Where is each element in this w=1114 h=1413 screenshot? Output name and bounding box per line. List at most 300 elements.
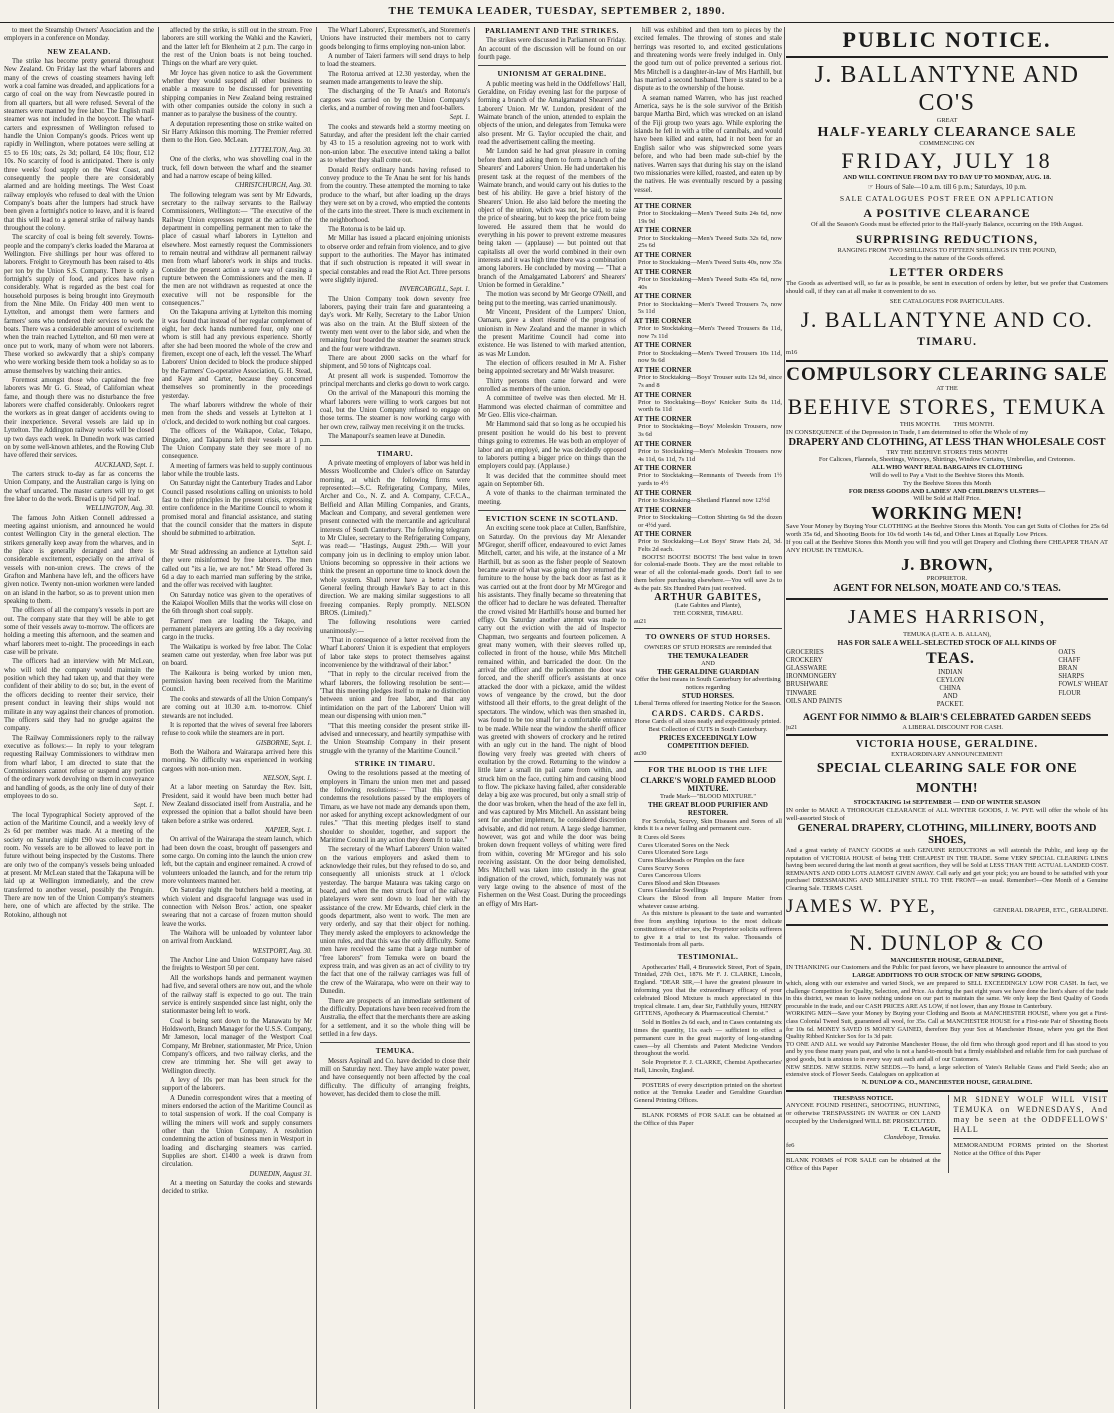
ad-text: which, along with our extensive and varied Stock, we are prepared to SELL EXCEEDINGLY LOW FOR CASH. In fact, we challenge Competition for Quality, Selection, and Price. As during the past eight years we have done the lion's share of the trade in this district, we mean to leave nothing undone on our part to maintain the same. We only keep the Best Quality of Goods procurable in the trade, and our CASH PRICES ARE AS LOW, if not lower, than any House in Canterbury. <box>786 980 1108 1010</box>
ad-text: MR SIDNEY WOLF WILL VISIT TEMUKA on WEDNESDAYS, And may be seen at the ODDFELLOWS' HALL <box>953 1094 1108 1134</box>
article-paragraph: Mr Stead addressing an audience at Lyttelton said they were misinformed by free laborers. The men called out "its a lie, we are not." Mr Stead offered 3s 6d a day to each married man suffering by the strike, and the offer was received with laughter. <box>162 548 312 590</box>
beehive-stores-heading: BEEHIVE STORES, TEMUKA <box>787 393 1107 419</box>
goods-item: FLOUR <box>1058 689 1081 697</box>
ad-text: THIS MONTH. THIS MONTH. <box>899 420 995 428</box>
article-paragraph: The cooks and stewards held a stormy meeting on Saturday, and after the president left the chair carried by 43 to 15 a resolution agreeing not to work with non-union labor. The executive intend taking a ballot as to whether they shall come out. <box>320 123 470 165</box>
ad-text: N. DUNLOP & CO., MANCHESTER HOUSE, GERALDINE. <box>861 1078 1033 1086</box>
ad-text: According to the nature of the Goods offered. <box>888 254 1006 262</box>
article-paragraph: On Saturday night the butchers held a meeting, at which violent and disgraceful language was used in connection with Nelson Bros.' action, one speaker swearing that not a carcase of frozen mutton should leave the works. <box>162 887 312 928</box>
cures-list <box>634 834 782 910</box>
divider <box>634 198 782 199</box>
article-paragraph: The Railway Commissioners reply to the railway executive as follows:— In reply to your telegram requesting Railway Commissioners to withdraw men from wharf labor, I am directed to state that the Commissioners cannot refuse or suspend any portion of the ordinary work devolving on them in conveyance and handling of goods, as the only line of duty of their employees to do so. <box>4 734 154 800</box>
dateline: NAPIER, Sept. 1. <box>264 826 312 834</box>
ad-subheading: SURPRISING REDUCTIONS, <box>855 231 1039 246</box>
article-paragraph: The officers had an interview with Mr McLean, who will told the company would maintain the position which they had taken up, and that they were confident of their ability to do so; but, in the event of the officers deciding to reenter their service, their present conduct in leaving their ships would not militate in any way against their chances of promotion. The officers said they had no grudge against the company. <box>4 658 154 733</box>
cure-item: Cures Glandular Swellings <box>638 887 709 895</box>
ad-trademark: Trade Mark—"BLOOD MIXTURE." <box>659 793 757 801</box>
ad-subheading: DRAPERY AND CLOTHING, AT LESS THAN WHOLESALE COST <box>788 436 1106 448</box>
column-rule <box>316 27 317 1409</box>
ad-subheading: AGENT FOR NIMMO & BLAIR'S CELEBRATED GARDEN SEEDS <box>802 712 1092 723</box>
ballantyne-name: J. BALLANTYNE AND CO. <box>800 307 1094 333</box>
ad-place: TIMARU. <box>917 334 977 349</box>
ad-footer <box>786 724 1108 732</box>
article-paragraph: Farmers' men are loading the Tekapo, and permanent platelayers are getting 10s a day receiving cargo in the trucks. <box>162 617 312 642</box>
article-paragraph: There are prospects of an immediate settlement of the difficulty. Deputations have been received from the Australia, the effect that the merchants there are asking for a settlement, and it so the whole thing will be settled in a few days. <box>320 997 470 1038</box>
ad-text: ALL WHO WANT REAL BARGAINS IN CLOTHING <box>871 464 1023 472</box>
column-rule <box>158 27 159 1409</box>
dunlop-name: N. DUNLOP & CO <box>849 929 1045 955</box>
corner-heading: AT THE CORNER <box>634 226 692 235</box>
article-paragraph: The secretary of the Wharf Laborers' Union waited on the various employers and asked them to acknowledge their rules, but they refused to do so, and consequently all unionists struck at 1 o'clock yesterday. The barque Mataura was taking cargo on board, and when the men struck four of the railway platelayers were sent down to load her with the assistance of the crew. Mr Edwards, chief clerk in the goods department, also went to work. The men are very orderly, and say that their object for nothing. They merely asked the employers to acknowledge the union rules, and that this was the only difficulty. Some men have received the same that a large number of "free laborers" from Temuka were on board the express train, and was given as an act of civility to try the fact that one of the railway carriages was full of the crew of the Wairarapa, who were on their way to Dunedin. <box>320 846 470 996</box>
ad-body: Offer the best means in South Canterbury for advertising notices regarding <box>635 676 781 691</box>
ad-paper-name: THE TEMUKA LEADER <box>667 651 749 660</box>
article-paragraph: The strike has become pretty general throughout New Zealand. On Friday last the wharf laborers and many of the crews of coasting steamers having left work a coal famine was dreaded, and applications for a cargo of coal on the way from Newcastle poured in from all quarters, but all were refused. Several of the steamers were manned by free labor. The English mail steamer was not included in the boycott. The wharf-carters and expressmen of Wellington refused to handle the Union Company's goods. Prices went up rapidly in Wellington, where potatoes were selling at £5 to £6 10s; oats, 2s 3d; pollard, £4 10s; flour, £12 10s. No scarcity of food is anticipated. There is only three weeks' food supply on the West Coast, and consequently the people there are considerably alarmed and are holding meetings. The West Coast railway employés who refused to deal with the Union Company's boats after the lumpers had struck have been given a fortnight's notice to leave, and it is feared that this will lead to a general strike of railway hands throughout the colony. <box>4 58 154 232</box>
corner-heading: AT THE CORNER <box>634 292 692 301</box>
ad-subheading: PRICES EXCEEDINGLY LOW COMPETITION DEFIED. <box>659 733 757 751</box>
divider <box>786 598 1108 600</box>
corner-price-item: Prior to Stocktaking—Men's Tweed Suits 45s 6d, now 40s <box>638 276 782 291</box>
pye-signature <box>786 893 1108 921</box>
column-rule <box>474 27 475 1409</box>
ad-text: TEMUKA (LATE A. B. ALLAN), <box>903 630 991 638</box>
ad-heading: TO OWNERS OF STUD HORSES. <box>645 632 771 642</box>
ad-text: AND WILL CONTINUE FROM DAY TO DAY UP TO MONDAY, AUG. 18. <box>843 173 1051 181</box>
working-men-heading: WORKING MEN! <box>871 503 1023 524</box>
article-paragraph: A number of Taieri farmers will send drays to help to load the steamers. <box>320 53 470 69</box>
goods-item: OILS AND PAINTS <box>786 697 843 705</box>
ad-text: LARGE ADDITIONS TO OUR STOCK OF NEW SPRING GOODS, <box>852 972 1042 980</box>
cure-item: Cures Ulcerated Sores on the Neck <box>638 841 730 849</box>
bottom-ads <box>786 1095 1108 1174</box>
divider <box>786 1090 1108 1092</box>
corner-price-item: Prior to Stocktaking—Remnants of Tweeds from 1½ yards to 4½ <box>638 472 782 488</box>
corner-price-item: Prior to Stocktaking—Men's Tweed Trousers 10s 11d, now 9s 6d <box>638 349 782 365</box>
ad-name: J. BROWN, <box>901 555 993 575</box>
dateline: WESTPORT, Aug. 30. <box>252 947 312 955</box>
corner-price-item: Prior to Stocktaking—Men's Tweed Suits 24s 6d, now 19s 9d <box>638 210 782 225</box>
article-paragraph: "That in consequence of a letter received from the Wharf Laborers' Union it is expedient that employers of labor take steps to protect themselves against inconvenience by the withdrawal of their labor." <box>320 637 470 670</box>
ad-body: BOOTS! BOOTS! BOOTS! The best value in town for colonial-made Boots. They are the most reliable to wear of all the colonial-made goods. Don't fail to see them before purchasing elsewhere.—You will save 2s to 4s the pair. Six Hundred Pairs just received. <box>634 553 782 592</box>
dateline: GISBORNE, Sept. 1. <box>255 739 312 747</box>
dateline: INVERCARGILL, Sept. 1. <box>399 286 470 294</box>
divider <box>478 65 626 66</box>
article-paragraph: A levy of 10s per man has been struck for the support of the laborers. <box>162 1076 312 1093</box>
column-rule <box>630 27 631 1409</box>
compulsory-sale-heading: COMPULSORY CLEARING SALE <box>786 363 1108 385</box>
goods-item: TINWARE <box>786 689 817 697</box>
ad-text: RANGING FROM TWO SHILLINGS TO FIFTEEN SHILLINGS IN THE POUND, <box>837 246 1057 254</box>
teas-heading: TEAS. <box>926 649 975 667</box>
heading-timaru: TIMARU. <box>376 448 414 458</box>
corner-price-item: Prior to Stocktaking—Boys' Trouser suits 12s 9d, since 7s and 8 <box>638 374 782 389</box>
article-paragraph: On the arrival of the Manapouri this morning the wharf laborers were willing to work cargoes but not coal, but the Union Company refused to engage on those terms. The steamer is now working cargo with her own crew, railway men receiving it on the trucks. <box>320 390 470 431</box>
article-paragraph: On Saturday night the Canterbury Trades and Labor Council passed resolutions calling on unionists to hold fast to their principles in the present crisis, expressing entire confidence in the Maritime Council to whom it promised moral and financial assistance, and stating that the council consider that the matters in dispute should be submitted to arbitration. <box>162 480 312 538</box>
corner-price-item: Prior to Stocktaking—Lot Boys' Straw Hats 2d, 3d. Felts 2d each. <box>638 538 782 554</box>
article-paragraph: On arrival of the Wairarapa the steam launch, which had been down the coast, brought off passengers and some cargo. On coming into the launch the union crew left, but the captain and engineer remained. A crowd of volunteers unloaded the launch, and for the return trip more volunteers manned her. <box>162 836 312 886</box>
corner-price-item: Prior to Stocktaking—Cotton Shirting 6s 9d the dozen or 4½d yard. <box>638 513 782 529</box>
ad-subheading: CARDS. CARDS. CARDS. <box>651 708 765 718</box>
dateline: Sept. 1. <box>133 802 154 810</box>
corner-price-item: Prior to Stocktaking—Men's Tweed Suits 40s, now 35s <box>638 259 782 267</box>
special-sale-heading: SPECIAL CLEARING SALE FOR ONE MONTH! <box>816 761 1078 797</box>
corner-heading: AT THE CORNER <box>634 530 692 539</box>
article-paragraph: A Dunedin correspondent wires that a meeting of miners endorsed the action of the Maritime Council as to total suspension of work. If the coal Company is willing the miners will work and supply consumers other than the Union Company. A resolution condemning the action of business men in Westport in loading and discharging steamers was carried. Supplies are short. £1400 a week is drawn from circulation. <box>162 1094 312 1169</box>
ad-subheading: AGENT FOR NELSON, MOATE AND CO.'S TEAS. <box>833 582 1061 594</box>
ad-code: ju21 <box>786 723 798 731</box>
corner-heading: AT THE CORNER <box>634 341 692 350</box>
divider <box>786 924 1108 926</box>
article-paragraph: At a labor meeting on Saturday the Rev. Isitt, President, said it would have been much better had New Zealand dissociated itself from Australia, and he expressed the opinion that a ballot should have been taken before a strike was ordered. <box>162 784 312 825</box>
ad-body: OWNERS OF STUD HORSES are reminded that <box>644 643 772 651</box>
article-paragraph: The cooks and stewards of all the Union Company's are coming out at 10.30 a.m. to-morrow. Chief stewards are not included. <box>162 695 312 720</box>
ad-place: THE CORNER, TIMARU. <box>673 609 743 617</box>
dateline: LYTTELTON, Aug. 30. <box>250 146 312 154</box>
article-paragraph: "That in reply to the circular received from the wharf laborers, the following resolution be sent:— 'That this meeting pledges itself to make no distinction between union and free labor, and that any intimidation on the part of the Laborers' Union will mean our dispensing with union men.'" <box>320 671 470 721</box>
divider <box>786 360 1108 362</box>
ad-name: JAMES W. PYE, <box>786 895 937 917</box>
article-paragraph: The Waihora will be unloaded by volunteer labor on arrival from Auckland. <box>162 930 312 946</box>
ad-text: ANYONE FOUND FISHING, SHOOTING, HUNTING, or otherwise TRESPASSING IN WATER or ON LAND occupied by the Undersigned WILL BE PROSECUTED. <box>786 1102 941 1126</box>
article-paragraph: The strikes were discussed in Parliament on Friday. An account of the discussion will be found on our fourth page. <box>478 37 626 62</box>
ad-body: Best Collection of CUTS in South Canterbury. <box>648 725 768 733</box>
goods-item: SHARPS <box>1058 673 1085 681</box>
divider <box>320 1042 470 1043</box>
column-rule <box>784 27 785 1409</box>
article-paragraph: The Union Company took down seventy free laborers, paying their train fare and guaranteeing a day's work. Mr Kelly, Secretary to the Labor Union was also on the train. At the Bluff sixteen of the twenty men went over to the labor side, and when the remaining four boarded the steamer the seamen struck and the four were withdrawn. <box>320 295 470 353</box>
teas-kinds <box>926 669 974 710</box>
cure-item: Clears the Blood from all Impure Matter from whatever cause arising. <box>638 895 782 910</box>
article-paragraph: The Rotorua arrived at 12.30 yesterday, when the seamen made arrangements to leave the ship. <box>320 70 470 87</box>
corner-price-item: Prior to Stocktaking—Boys' Moleskin Trousers, now 3s 6d <box>638 423 782 438</box>
article-paragraph: The wharf laborers withdrew the whole of their men from the sheds and vessels at Lyttelton at 1 o'clock, and decided to work nothing but coal cargoes. <box>162 402 312 426</box>
ad-place: Clandeboye, Temuka. <box>883 1134 941 1142</box>
article-paragraph: At a meeting on Saturday the cooks and stewards decided to strike. <box>162 1180 312 1196</box>
ad-code: fe6 <box>786 1142 795 1150</box>
tea-kind: AND <box>942 693 958 701</box>
article-paragraph: The Anchor Line and Union Company have raised the freights to Westport 50 per cent. <box>162 957 312 973</box>
ad-text: IN order to MAKE A THOROUGH CLEARANCE of ALL WINTER GOODS, J. W. PYE will offer the whole of his well-assorted Stock of <box>786 806 1108 822</box>
corner-heading: AT THE CORNER <box>634 390 692 399</box>
heading-new-zealand: NEW ZEALAND. <box>47 46 111 56</box>
article-paragraph: The Rotorua is to be laid up. <box>328 225 406 233</box>
corner-price-item: Prior to Stocktaking—Boys' Knicker Suits 8s 11d, worth 6s 11d <box>638 398 782 414</box>
article-paragraph: The Manapouri's seamen leave at Dunedin. <box>328 433 446 441</box>
ad-body: As this mixture is pleasant to the taste and warranted free from anything injurious to the most delicate constitutions of either sex, the Proprietor solicits sufferers to give it a trial to test its value. Thousands of Testimonials from all parts. <box>634 910 782 949</box>
article-paragraph: The Wharf Laborers', Expressmen's, and Storemen's Unions have instructed their members not to carry goods belonging to firms employing non-union labor. <box>320 27 470 51</box>
heading-eviction-scene: EVICTION SCENE IN SCOTLAND. <box>485 513 619 523</box>
article-paragraph: The carters struck to-day as far as concerns the Union Company, and the Australian cargo is lying on the wharf uncarted. The master carters will try to get free labor to do the work. Bread is up ½d per loaf. <box>4 470 154 503</box>
ad-code: au30 <box>634 750 647 758</box>
dateline: Sept. 1. <box>449 114 470 122</box>
heading-unionism-geraldine: UNIONISM AT GERALDINE. <box>497 69 607 79</box>
cure-item: Cures Blood and Skin Diseases <box>638 879 720 887</box>
article-paragraph: A public meeting was held in the Oddfellows' Hall, Geraldine, on Friday evening last for the purpose of forming a branch of the Amalgamated Shearers' and Laborers' Union. Mr W. Lundon, president of the Waimate branch of the union, attended to explain the objects of the union, and delegates from Temuka were also present. Mr G. Taylor occupied the chair, and read the advertisement calling the meeting. <box>478 80 626 147</box>
ad-text: HAS FOR SALE A WELL-SELECTED STOCK OF ALL KINDS OF <box>837 637 1057 647</box>
column-4 <box>478 27 626 1409</box>
tea-kind: CEYLON <box>936 676 964 684</box>
corner-price-item: Prior to Stocktaking—Men's Tweed Suits 32s 6d, now 25s 6d <box>638 234 782 250</box>
article-paragraph: A vote of thanks to the chairman terminated the meeting. <box>478 490 626 506</box>
ad-body: Liberal Terms offered for inserting Notice for the Season. <box>634 699 782 707</box>
dateline: DUNEDIN, August 31. <box>249 1170 312 1178</box>
goods-table <box>786 649 1108 710</box>
ad-subheading: THE GREAT BLOOD PURIFIER AND RESTORER. <box>648 800 768 818</box>
ad-text: MANCHESTER HOUSE, GERALDINE, <box>890 956 1004 964</box>
dateline: Sept. 1. <box>291 539 312 547</box>
article-paragraph: Owing to the resolutions passed at the meeting of employers in Timaru the union men met and passed the following resolutions:— "That this meeting condemns the resolutions passed by the employers of Timaru, as we have not made any demands upon them, nor asked for anything except acknowledgment of our rules." "That this meeting pledges itself to stand shoulder to shoulder, together, and support the Maritime Council in any action they deem fit to take." <box>320 770 470 844</box>
ad-text: SEE CATALOGUES FOR PARTICULARS. <box>889 298 1005 306</box>
ad-text: AT THE <box>936 384 958 392</box>
sale-hours-text: Hours of Sale—10 a.m. till 6 p.m.; Saturdays, 10 p.m. <box>875 183 1027 192</box>
article-paragraph: The election of officers resulted in Mr A. Fisher being appointed secretary and Mr Walsh treasurer. <box>478 360 626 376</box>
divider <box>786 56 1108 58</box>
ad-text: MEMORANDUM FORMS printed on the Shortest Notice at the Office of this Paper <box>953 1141 1108 1157</box>
sale-date: FRIDAY, JULY 18 <box>841 147 1053 173</box>
pointing-hand-icon: ☞ <box>867 183 874 192</box>
ad-name: T. CLAGUE, <box>903 1126 941 1134</box>
corner-heading: AT THE CORNER <box>634 505 692 514</box>
ad-text: STOCKTAKING 1st SEPTEMBER — END OF WINTER SEASON <box>853 799 1041 807</box>
article-paragraph: Messrs Aspinall and Co. have decided to close their mill on Saturday next. They have ample water power, and have consequently not been affected by the coal difficulty. The difficulty of arranging freights, however, has decided them to close the mill. <box>320 1057 470 1098</box>
ad-clarkes-blood-mixture <box>634 766 782 1075</box>
ad-text: PROPRIETOR. <box>926 575 968 583</box>
ad-subheading: STUD HORSES. <box>682 691 734 700</box>
article-paragraph: Mr Vincent, President of the Lumpers' Union, Oamaru, gave a short résumé of the progress of unionism in New Zealand and the manner in which the present Maritime Council had come into existence. He was listened to with marked attention, as was Mr Lundon. <box>478 309 626 358</box>
heading-temuka: TEMUKA. <box>375 1046 415 1056</box>
article-paragraph: Thirty persons then came forward and were enrolled as members of the union. <box>478 377 626 394</box>
ad-text: For Calicoes, Flannels, Sheetings, Winceys, Shirtings, Window Curtains, Umbrellas, and Cretonnes. <box>818 456 1076 464</box>
divider <box>478 510 626 511</box>
goods-item: BRUSHWARE <box>786 681 828 689</box>
divider <box>786 734 1108 736</box>
article-paragraph: A seaman named Warren, who has just reached America, says he is the sole survivor of the British barque Martha Bird, which was wrecked on an island of the Fiji group two years ago. While exploring the islands he fell in with a tribe of cannibals, and would have been killed and eaten, had it not been for an English sailor who was shipwrecked some years before, and who had been made sub-chief by the natives. Warren says that during his stay on the island two missionaries were killed, roasted, and eaten up by the natives. He was eventually rescued by a passing vessel. <box>634 94 782 194</box>
ad-text: BLANK FORMS of FOR SALE can be obtained at the Office of this Paper <box>786 1157 941 1173</box>
corner-heading: AT THE CORNER <box>634 439 692 448</box>
corner-heading: AT THE CORNER <box>634 488 692 497</box>
ad-text: TO ONE AND ALL we would say Patronise Manchester House, the old firm who through good report and ill has stood to you and by you these many years past, and who is not a hand-to-mouth but a firmly established and reliable firm for cash purchase of good goods, but is anxious to in every way suit each and all of our Customers. <box>786 1040 1108 1064</box>
goods-item: GLASSWARE <box>786 664 827 672</box>
ad-body: Sold in Bottles 2s 6d each, and in Cases containing six times the quantity, 11s each — sufficient to effect a permanent cure in the great majority of long-standing cases—by all Chemists and Patent Medicine Vendors throughout the world. <box>634 1019 782 1058</box>
ad-name: CLARKE'S WORLD FAMED BLOOD MIXTURE. <box>640 775 776 793</box>
ad-text: GENERAL DRAPER, ETC., GERALDINE. <box>993 906 1108 914</box>
column-1 <box>4 27 154 1409</box>
article-paragraph: One of the clerks, who was shovelling coal in the truck, fell down between the wharf and the steamer and had a narrow escape of being killed. <box>162 156 312 180</box>
teas-block <box>926 649 974 710</box>
article-paragraph: hill was exhibited and then torn to pieces by the excited females. The throwing of stones and stale herrings was resorted to, and excited gesticulations and threatening words were freely indulged in. Only the good turn out of police prevented a serious riot. Mrs Mitchell is a daughter-in-law of Mrs Harthill, but has married a second husband. There is stated to be a dispute as to the ownership of the house. <box>634 27 782 93</box>
article-paragraph: A private meeting of employers of labor was held in Messrs Woollcombe and Clulee's office on Saturday morning, at which the following firms were represented:—S.C. Refrigerating Company, Miles, Archer and Co., N. Z. and A. Company, C.F.C.A., Belfield and Allan Milling Companies, and Grants, Maclean and Company, and several gentlemen were present connected with the mercantile and agricultural interests of South Canterbury. The following telegram to Mr Clulee, secretary to the Refrigerating Company, was read:— "Hastings, August 29th.— Will your company join us in declining to employ union labor. Unions becoming so oppressive in their actions we think the present an opportune time to knock down the whole system. Shall never have a better chance. General feeling through Hawke's Bay to act in this direction. We are making similar suggestions to all freezing companies. Reply promptly. NELSON BROS. (Limited)." <box>320 459 470 618</box>
ad-text: Try the Beehive Stores this Month <box>903 479 991 487</box>
article-paragraph: A deputation representing those on strike waited on Sir Harry Atkinson this morning. The Premier referred them to the Hon. Geo. McLean. <box>162 120 312 145</box>
divider <box>320 445 470 446</box>
divider <box>634 628 782 629</box>
goods-item: OATS <box>1058 648 1076 656</box>
article-paragraph: Both the Waihora and Wairarapa arrived here this morning. No difficulty was experienced in working cargoes with non-union men. <box>162 748 312 773</box>
ad-posters: POSTERS of every description printed on the shortest notice at the Temuka Leader and Geraldine Guardian General Printing Offices. <box>634 1081 782 1105</box>
ad-sidney-wolf <box>948 1095 1108 1174</box>
goods-list-right <box>1058 649 1108 710</box>
article-paragraph: to meet the Steamship Owners' Association and the employers in a conference on Monday. <box>4 27 154 43</box>
ad-text: NEW SEEDS. NEW SEEDS. NEW SEEDS.—To hand, a large selection of Yates's Reliable Grass and Field Seeds; also an extensive stock of Flower Seeds. Catalogues on application at <box>786 1063 1108 1079</box>
masthead: THE TEMUKA LEADER, TUESDAY, SEPTEMBER 2, 1890. <box>0 0 1114 23</box>
article-paragraph: The following resolutions were carried unanimously:— <box>320 619 470 635</box>
ad-paper-name: THE GERALDINE GUARDIAN <box>657 667 759 676</box>
ad-body: Horse Cards of all sizes neatly and expeditiously printed. <box>634 718 782 726</box>
cure-item: It Cures old Sores <box>638 834 685 842</box>
ad-blank-forms: BLANK FORMS of FOR SALE can be obtained at the Office of this Paper <box>634 1112 782 1127</box>
cure-item: Cures Scurvy Sores <box>638 864 690 872</box>
goods-item: CROCKERY <box>786 656 823 664</box>
ad-name: ARTHUR GABITES, <box>654 591 762 603</box>
ad-text: Will be Sold at Half Price. <box>913 495 981 503</box>
goods-item: CHAFF <box>1058 656 1081 664</box>
ad-text: If you call at the Beehive Stores this Month you will find you will get Drapery and Clothing there CHEAPER THAN AT ANY HOUSE IN TEMUKA. <box>786 539 1108 555</box>
column-5 <box>634 27 782 1409</box>
corner-price-list <box>634 202 782 554</box>
column-2 <box>162 27 312 1409</box>
article-paragraph: It was decided that the committee should meet again on September 6th. <box>478 472 626 488</box>
article-paragraph: Mr Hammond said that so long as he occupied his present position he would do his best to prevent things going to extremes. He was both an employer of labor and an employé, and he was decidedly opposed to laborers putting a bigger price on things than the employers could pay. (Applause.) <box>478 421 626 471</box>
corner-heading: AT THE CORNER <box>634 250 692 259</box>
dateline: NELSON, Sept. 1. <box>263 774 312 782</box>
harrison-name: JAMES HARRISON, <box>847 605 1047 628</box>
ad-code: au21 <box>634 617 647 625</box>
divider <box>634 1078 782 1079</box>
corner-heading: AT THE CORNER <box>634 316 692 325</box>
article-paragraph: Mr Millar has issued a placard enjoining unionists to observe order and refrain from violence, and to give support to the authorities. The Mayor has intimated that if such obstruction is repeated it will swear in special constables and read the Riot Act. Three persons were slightly injured. <box>320 235 470 284</box>
ad-text: The Goods as advertised will, so far as is possible, be sent in execution of orders by letter, but we prefer that Customers should call, if they can at all make it convenient to do so. <box>786 280 1108 296</box>
article-paragraph: Donald Reid's ordinary hands having refused to convey produce to the Te Anau he sent for his hands from the country. These attempted the morning to take produce to the wharf, but after loading up the drays they were set on by a crowd, who emptied the contents of the carts into the street. There is much excitement in the neighborhood. <box>320 166 470 224</box>
tea-kind: PACKET. <box>936 701 964 709</box>
cure-item: Cures Blackheads or Pimples on the face <box>638 857 745 865</box>
ad-subheading: TESTIMONIAL. <box>677 952 739 962</box>
article-paragraph: The officers of the Waikapoe, Colac, Tekapo, Dingadee, and Takapuna left their vessels at 1 p.m. The Union Company state they see more of no consequence. <box>162 428 312 461</box>
ad-text: And a great variety of FANCY GOODS at such GENUINE REDUCTIONS as will astonish the Public, and keep up the reputation of VICTORIA HOUSE of being THE CHEAPEST IN THE TRADE. Some VERY SPECIAL CLEARING LINES having been secured during the last month at great sacrifices, they will be Sold at LESS THAN THE ACTUAL LANDED COST. REMNANTS AND ODD LOTS ALMOST GIVEN AWAY. Call early and get your pick; you are bound to be satisfied with your purchase! DRESSMAKING AND MILLINERY STILL TO THE FRONT—as usual. Remember!—One Month of a Genuine Clearing Sale. TERMS CASH. <box>786 846 1108 892</box>
goods-item: GROCERIES <box>786 648 824 656</box>
corner-heading: AT THE CORNER <box>634 464 692 473</box>
ad-body: Sole Proprietor F. J. CLARKE, Chemist Apothecaries' Hall, Lincoln, England. <box>634 1059 782 1074</box>
ad-subheading: A POSITIVE CLEARANCE <box>863 205 1031 220</box>
goods-list-left <box>786 649 842 710</box>
divider <box>953 1138 1108 1139</box>
ad-text: TRY THE BEEHIVE STORES THIS MONTH <box>886 448 1008 456</box>
ad-text: COMMENCING ON <box>919 139 975 147</box>
ad-and: AND <box>701 659 715 667</box>
corner-price-item: Prior to Stocktaking—Shetland Flannel now 12½d <box>638 497 770 504</box>
corner-heading: AT THE CORNER <box>634 366 692 374</box>
goods-item: BRAN <box>1058 664 1078 672</box>
ad-text: GREAT <box>936 117 958 124</box>
corner-heading: AT THE CORNER <box>634 267 692 276</box>
ad-text: Save Your Money by Buying Your CLOTHING at the Beehive Stores this Month. You can get Suits of Clothes for 25s 6d worth 35s 6d, and Shooting Boots for 10s 6d worth 14s 6d, and Other Lines at Equally Low Prices. <box>786 523 1108 539</box>
heading-strike-in-timaru: STRIKE IN TIMARU. <box>354 758 436 768</box>
cure-item: Cures Cancerous Ulcers <box>638 872 701 880</box>
advertisement-column <box>786 27 1108 1409</box>
article-paragraph: The Waikatipu is worked by free labor. The Colac seamen came out yesterday, when free labor was put on board. <box>162 643 312 668</box>
tea-kind: CHINA <box>939 684 961 692</box>
article-paragraph: affected by the strike, is still out in the stream. Free laborers are still working the Wahki and the Kawieri, and the latter left for Blenheim at 2 p.m. The cargo in the rest of the Union boats is not being touched. Things on the wharf are very quiet. <box>162 27 312 68</box>
ad-heading: FOR THE BLOOD IS THE LIFE <box>648 765 768 775</box>
newspaper-page <box>0 23 1114 1409</box>
corner-heading: AT THE CORNER <box>634 201 692 210</box>
cure-item: Cures Ulcerated Sore Legs <box>638 849 708 857</box>
ad-body: Apothecaries' Hall, 4 Brunswick Street, Port of Spain, Trinidad, 27th Oct., 1876. Mr F. J. CLARKE, Lincoln, England. "DEAR SIR,—I have the greatest pleasure in informing you that the extraordinary efficacy of your celebrated Blood Mixture is much appreciated in this tropical climate. I am, dear Sir, Faithfully yours, HENRY GITTENS, Apothecary & Pharmaceutical Chemist." <box>634 963 782 1018</box>
sale-hours <box>786 184 1108 192</box>
article-paragraph: There are about 2000 sacks on the wharf for shipment, and 50 tons of Nightcaps coal. <box>320 355 470 371</box>
article-paragraph: Mr Lundon said he had great pleasure in coming before them and asking them to form a branch of the Shearers' and Laborers' Union. He had undertaken his present task at the request of the members of the Waimate branch, and would carry out his duties to the best of his ability. He gave a brief history of the Shearers' Union. He also laid before the meeting the object of the union, which was not, he said, to raise the price of shearing, but to keep the price from being lowered. He assured them that he would do everything in his power to prevent extreme measures being taken — (applause) — but pointed out that capitalists all over the world combined in their own interests and it was high time there was a combination among laborers. He concluded by moving — "That a branch of the Amalgamated Laborers' and Shearers' Union be formed in Geraldine." <box>478 148 626 289</box>
corner-price-item: Prior to Stocktaking—Men's Tweed Trousers 7s, now 5s 11d <box>638 300 782 316</box>
ad-text: IN CONSEQUENCE of the Depression in Trade, I am determined to offer the Whole of my <box>786 428 1029 436</box>
victoria-house-heading: VICTORIA HOUSE, GERALDINE. <box>856 739 1038 751</box>
ad-subheading: LETTER ORDERS <box>889 265 1005 280</box>
article-paragraph: "That this meeting consider the present strike ill-advised and unnecessary, and heartily sympathise with the Union Steamship Company in their present struggle with the tyranny of the Maritime Council." <box>320 722 470 755</box>
article-paragraph: A meeting of farmers was held to supply continuous labor while the trouble lasts. <box>162 462 312 478</box>
public-notice-heading: PUBLIC NOTICE. <box>842 27 1052 52</box>
ad-the-corner <box>634 202 782 626</box>
article-paragraph: The local Typographical Society approved of the action of the Maritime Council, and a weekly levy of 2s 6d per member was made. At a meeting of the society on Saturday night £90 was collected in the room. No vessels are to be allowed to leave port in future without being inspected by the Customs. There are only two of the company's vessels being unloaded at present. Mr McLean stated that the Takapuna will be laid up at Wellington immediately, and the crew transferred to another vessel, possibly the Penguin. There are now ten of the Union Company's steamers here, one of which are affected by the strike. The Rotokino, although not <box>4 811 154 919</box>
ad-code: m16 <box>786 349 798 357</box>
article-paragraph: An exciting scene took place at Cullen, Banffshire, on Saturday. On the previous day Mr Alexander M'Gregor, sheriff officer, endeavoured to evict James Mitchell, carter, and his wife, at the instance of a Mr Harthill, but as soon as the fisher people of Seatown became aware of what was going on they returned the furniture to the house by the back door as fast as it was carried out at the front door by Mr M'Gregor and his assistants. They finally became so threatening that the officer had to declare he was defeated. Thereafter the crowd visited Mr Harthill's house and burned her effigy. On Saturday another attempt was made to carry out the eviction with the aid of Inspector Chapman, two sergeants and fourteen policemen. A great many women, with their sleeves rolled up, collected in front of the house, while Mrs Mitchell remained within, and barricaded the door. On the arrival the officer and the policemen the door was forced, and the sheriff officer's assistants at once attacked the door with a pickaxe, amid the wildest vows of vengeance by the crowd, but the door withstood all their efforts, to the great delight of the spectators. The window, which was then smashed in, was found to be too small for a comfortable entrance to be made. While near the window the sheriff officer was greeted with showers of crockery and he retired with an ugly cut in the hand. The night of blood flowing very freely was greeted with cheers of exultation by the crowd. Returning to the window a little later a small tin pail came from within, and struck him on the face, cutting him and causing blood to flow. The pickaxe having failed, after considerable delay a big axe was procured, but only a small strip of the door was broken, when the head of the axe fell in, and was captured by Mrs Mitchell. An assistant being sent for another implement, he considered discretion advisable, and did not return. A large sledge hammer, however, was got and while the door was being broken down frequent volleys of whiting were fired from within, covering Mr M'Gregor and his solo receiving assistant. On the door being demolished, Mrs Mitchell was taken into custody in the great indignation of the crowd, which, fortunately was not very large owing to the absence of most of the Fishermen on the West Coast. During the proceedings an effigy of Mrs Hart- <box>478 525 626 908</box>
heading-parliament-strikes: PARLIAMENT AND THE STRIKES. <box>485 27 619 35</box>
ad-text: FOR DRESS GOODS AND LADIES' AND CHILDREN'S ULSTERS— <box>848 487 1046 495</box>
ballantyne-title: J. BALLANTYNE AND CO'S <box>814 62 1080 116</box>
ad-subheading: GENERAL DRAPERY, CLOTHING, MILLINERY, BOOTS AND SHOES, <box>797 822 1097 846</box>
corner-heading: AT THE CORNER <box>634 415 692 424</box>
ad-text: A LIBERAL DISCOUNT FOR CASH. <box>902 723 1004 731</box>
goods-item: FOWLS' WHEAT <box>1058 681 1108 689</box>
article-paragraph: On Saturday notice was given to the operatives of the Kaiapoi Woollen Mills that the works will close on the 6th through short coal supply. <box>162 591 312 616</box>
article-paragraph: At present all work is suspended. Tomorrow the principal merchants and clerks go down to work cargo. <box>320 372 470 389</box>
ad-body: For Scrofula, Scurvy, Skin Diseases and Sores of all kinds it is a never failing and permanent cure. <box>634 817 782 833</box>
ad-text: SALE CATALOGUES POST FREE ON APPLICATION <box>839 194 1055 204</box>
ad-text: WORKING MEN—Save your Money by Buying your Clothing and Boots at MANCHESTER HOUSE, where you get a First-class Colonial Tweed Suit, guaranteed all wool, for 35s. Call at MANCHESTER HOUSE for a First-rate Pair of Shooting Boots for 10s 6d. MONEY SAVED IS MONEY GAINED, therefore Buy your Sox at Manchester House, where you get the Best Quality Ribbed Knicker Sox for 1s 3d pair. <box>786 1010 1108 1041</box>
ad-subname: (Late Gabites and Plante), <box>674 601 742 609</box>
clearance-sale-heading: HALF-YEARLY CLEARANCE SALE <box>817 124 1077 140</box>
dateline: WELLINGTON, Aug. 30. <box>85 505 154 513</box>
article-paragraph: Mr Joyce has given notice to ask the Government whether they would suspend all other business to enable a measure to be discussed for preventing shipping companies in New Zealand being restrained with other companies outside the colony in such a manner as to paralyse the business of the country. <box>162 69 312 119</box>
ad-text: Will do well to Pay a Visit to the Beehive Stores this Month. <box>869 471 1025 479</box>
tea-kind: INDIAN <box>938 668 963 676</box>
article-paragraph: It is reported that the wives of several free laborers refuse to cook while the steamers are in port. <box>162 721 312 738</box>
article-paragraph: On the Takapuna arriving at Lyttelton this morning it was found that instead of her regular complement of eight, her deck hands numbered four, only one of whom is still had any previous experience. Shortly after she had been moored the whole of the crew and firemen, except one of each, left the vessel. The Wharf Laborers' Union decided to block the produce shipped by the Farmers' Co-operative Association, G. H. Stead, and Kaye and Carter, because they concerned themselves so prominently in the proceedings yesterday. <box>162 309 312 400</box>
article-paragraph: The famous John Aitken Connell addressed a meeting against unionism, and announced he would contest Wellington City in the general election. The strikers generally keep away from the wharves, and in the place is generally deranged and there is considerable excitement, especially on the arrival of vessels with non-union crews. The crews of the Grafton and Manhena have left, and the officers have given notice. Twenty non-union workmen were landed on an island in the harbor, so as to prevent union men speaking to them. <box>4 514 154 606</box>
article-paragraph: A committee of twelve was then elected. Mr H. Hammond was elected chairman of committee and Mr Geo. Ellis vice-chairman. <box>478 395 626 420</box>
divider <box>786 1153 941 1154</box>
goods-item: IRONMONGERY <box>786 673 837 681</box>
corner-price-item: Prior to Stocktaking—Men's Tweed Trousers 8s 11d, now 7s 11d <box>638 325 782 340</box>
article-paragraph: The motion was second by Mr George O'Neill, and being put to the meeting, was carried unanimously. <box>478 291 626 307</box>
ad-stud-horses <box>634 633 782 758</box>
article-paragraph: The discharging of the Te Anau's and Rotorua's cargoes was carried on by the Union Company's clerks, and a number of rowing men and foot-ballers. <box>320 88 470 113</box>
divider <box>634 1108 782 1109</box>
article-paragraph: Coal is being sent down to the Manawatu by Mr Holdsworth, Branch Manager for the U.S.S. Company, Mr Jameson, local manager of the Westport Coal Company, Mr Brebner, stationmaster, Mr Price, Union Company's officers, and two railway clerks, and the crew are trimming her. She will get away to Wellington directly. <box>162 1017 312 1075</box>
dateline: AUCKLAND, Sept. 1. <box>94 461 154 469</box>
divider <box>634 761 782 762</box>
ad-text: IN THANKING our Customers and the Public for past favors, we have pleasure to announce the arrival of <box>786 964 1067 972</box>
dateline: CHRISTCHURCH, Aug. 30. <box>234 182 312 190</box>
article-paragraph: The scarcity of coal is being felt severely. Towns-people and the company's clerks loaded the Mararoa at Wellington. Five shillings per hour was offered to laborers. Freight to Greymouth has been raised to 40s per ton by the Union S.S. Company. There is only a fortnight's supply of food, and prices have risen considerably. What is regarded as the best coal for household purposes is being brought into Greymouth from the Nine Mile. On Friday 400 men went to Lyttelton, and amongst them were farmers and farmers' sons who tendered their services to work the boats. There was a considerable amount of excitement when the train reached Lyttelton, and 60 men were at once put to work, many of whom were not laborers. These worked so awkwardly that a ship's company who were working beside them took a holiday so as to amuse themselves by watching their antics. <box>4 234 154 375</box>
article-paragraph: The officers of all the company's vessels in port are out. The company state that they will be able to get some of their vessels away to-morrow. The officers are holding a meeting this afternoon, and the seamen and wharf laborers meet to-night. The proceedings in each case will be private. <box>4 607 154 657</box>
article-paragraph: The following telegram was sent by Mr Edwards, secretary to the railway servants to the Railway Commissioners, Wellington:— "The executive of the Railway Union expresses regret at the action of the department in compelling permanent men to take the place of casual wharf laborers in Lyttelton and elsewhere. Most earnestly request the Commissioners to remain neutral and withdraw all permanent railway men from wharf laborer's work in ships and trucks. Consider the present action a sure way of causing a rupture between the Commissioners and the men. If the men are not withdrawn as requested at once the executive will not be responsible for the consequences." <box>162 191 312 307</box>
corner-price-item: Prior to Stocktaking—Men's Moleskin Trousers now 4s 11d, 6s 11d, 7s 11d <box>638 447 782 463</box>
ad-trespass-notice <box>786 1095 941 1174</box>
column-3 <box>320 27 470 1409</box>
article-paragraph: The Kaikoura is being worked by union men, permission having been received from the Maritime Council. <box>162 669 312 694</box>
article-paragraph: Foremost amongst those who captained the free laborers was Mr G. G. Stead, of Californian wheat fame, and though there was no disturbance the free laborers were chaffed considerably. Onlookers regret the workers as in great danger of accidents owing to their inexperience. Several vessels are laid up in Lyttelton. The Addington railway works will be closed up two days each week. In Dunedin work was carried on by some well-known athletes, and the Rowing Club have offered their services. <box>4 377 154 460</box>
ad-text: EXTRAORDINARY ANNOUNCEMENT! <box>891 751 1003 759</box>
article-paragraph: All the workshops hands and permanent waymen had five, and several others are now out, and the whole of the railway staff is expected to go out. The train service is entirely suspended since last night, only the stationmaster being left to work. <box>162 974 312 1016</box>
ad-heading: TRESPASS NOTICE. <box>833 1094 894 1102</box>
ad-text: Of all the Season's Goods must be effected prior to the Half-yearly Balance, occurring on the 19th August. <box>810 220 1084 228</box>
